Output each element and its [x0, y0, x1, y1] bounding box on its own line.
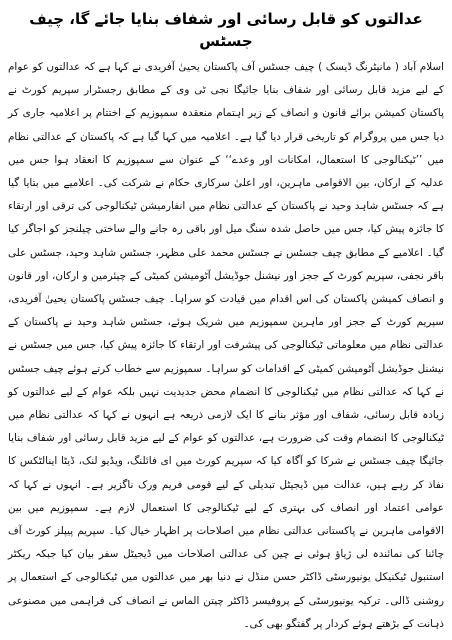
article-headline: عدالتوں کو قابل رسائی اور شفاف بنایا جائے گا، چیف جسٹس — [29, 10, 423, 50]
article-body: اسلام آباد ( مانیٹرنگ ڈیسک ) چیف جسٹس آف پاکستان یحییٰ آفریدی نے کہا ہے کہ عدالتوں کو عوام کے لیے مزید قابل رسائی اور شفاف بنایا جائیگا نجی ٹی وی کے مطابق رجسٹرار سپریم کورٹ نے پاکستان کمیشن برائے قانون و انصاف کے زیر اہتمام منعقدہ سمپوزیم کے اختتام پر اعلامیہ جاری کر دیا جس میں پروگرام کو تاریخی قرار دیا گیا ہے۔ اعلامیہ میں کہا گیا ہے کہ پاکستان کے عدالتی نظام میں ’’ٹیکنالوجی کا استعمال، امکانات اور وعدے‘‘ کے عنوان سے سمپوزیم کا انعقاد ہوا جس میں عدلیہ کے ارکان، بین الاقوامی ماہرین، اور اعلیٰ سرکاری حکام نے شرکت کی۔ اعلامیے میں بتایا گیا ہے کہ جسٹس شاہد وحید نے پاکستان کے عدالتی نظام میں انفارمیشن ٹیکنالوجی کی ترقی اور ارتقاء کا جائزہ پیش کیا، جس میں حاصل شدہ سنگ میل اور باقی رہ جانے والے ساختی چیلنجز کو اجاگر کیا گیا۔ اعلامیے کے مطابق چیف جسٹس نے جسٹس محمد علی مظہر، جسٹس شاہد وحید، جسٹس علی باقر نجفی، سپریم کورٹ کے ججز اور نیشنل جوڈیشل آٹومیشن کمیٹی کے چیئرمین و ارکان، اور قانون و انصاف کمیشن پاکستان کی اس اقدام میں قیادت کو سراہا۔ چیف جسٹس پاکستان یحییٰ آفریدی، سپریم کورٹ کے ججز اور ماہرین سمپوزیم میں شریک ہوئے، جسٹس شاہد وحید نے پاکستان کے عدالتی نظام میں معلوماتی ٹیکنالوجی کی پیشرفت اور ارتقاء کا جائزہ پیش کیا، جس میں جسٹس نے نیشنل جوڈیشل آٹومیشن کمیٹی کے اقدامات کو سراہا۔ سمپوزیم سے خطاب کرتے ہوئے چیف جسٹس نے کہا کہ عدالتی نظام میں ٹیکنالوجی کا انضمام محض جدیدیت نہیں بلکہ عوام کے لیے عدالتوں کو زیادہ قابل رسائی، شفاف اور مؤثر بنانے کا ایک لازمی ذریعہ ہے انہوں نے کہا کہ عدالتی نظام میں ٹیکنالوجی کا انضمام وقت کی ضرورت ہے، عدالتوں کو عوام کے لیے مزید قابل رسائی اور شفاف بنایا جائیگا چیف جسٹس نے شرکا کو آگاہ کیا کہ سپریم کورٹ میں ای فائلنگ، ویڈیو لنک، ڈیٹا اینالٹکس کا نفاذ کر رہے ہیں، عدالت میں ڈیجیٹل تبدیلی کے لیے قومی فریم ورک ناگزیر ہے۔ انہوں نے کہا کہ عوامی اعتماد اور انصاف کی بہتری کے لیے ٹیکنالوجی کا استعمال لازم ہے۔ سمپوزیم میں بین الاقوامی ماہرین نے پاکستانی عدالتی نظام میں اصلاحات پر اظہار خیال کیا۔ سپریم پیپلز کورٹ آف چائنا کی نمائندہ لی ژیاؤ ہوئی نے چین کی عدالتی اصلاحات میں ڈیجیٹل سفر بیان کیا جبکہ ریکٹر استنبول ٹیکنیکل یونیورسٹی ڈاکٹر حسن منڈل نے دنیا بھر میں عدالتوں میں ٹیکنالوجی کے استعمال پر روشنی ڈالی۔ ترکیہ یونیورسٹی کے پروفیسر ڈاکٹر چیتن الماس نے انصاف کی فراہمی میں مصنوعی ذہانت کے بڑھتے ہوئے کردار پر گفتگو بھی کی۔ — [8, 61, 444, 630]
